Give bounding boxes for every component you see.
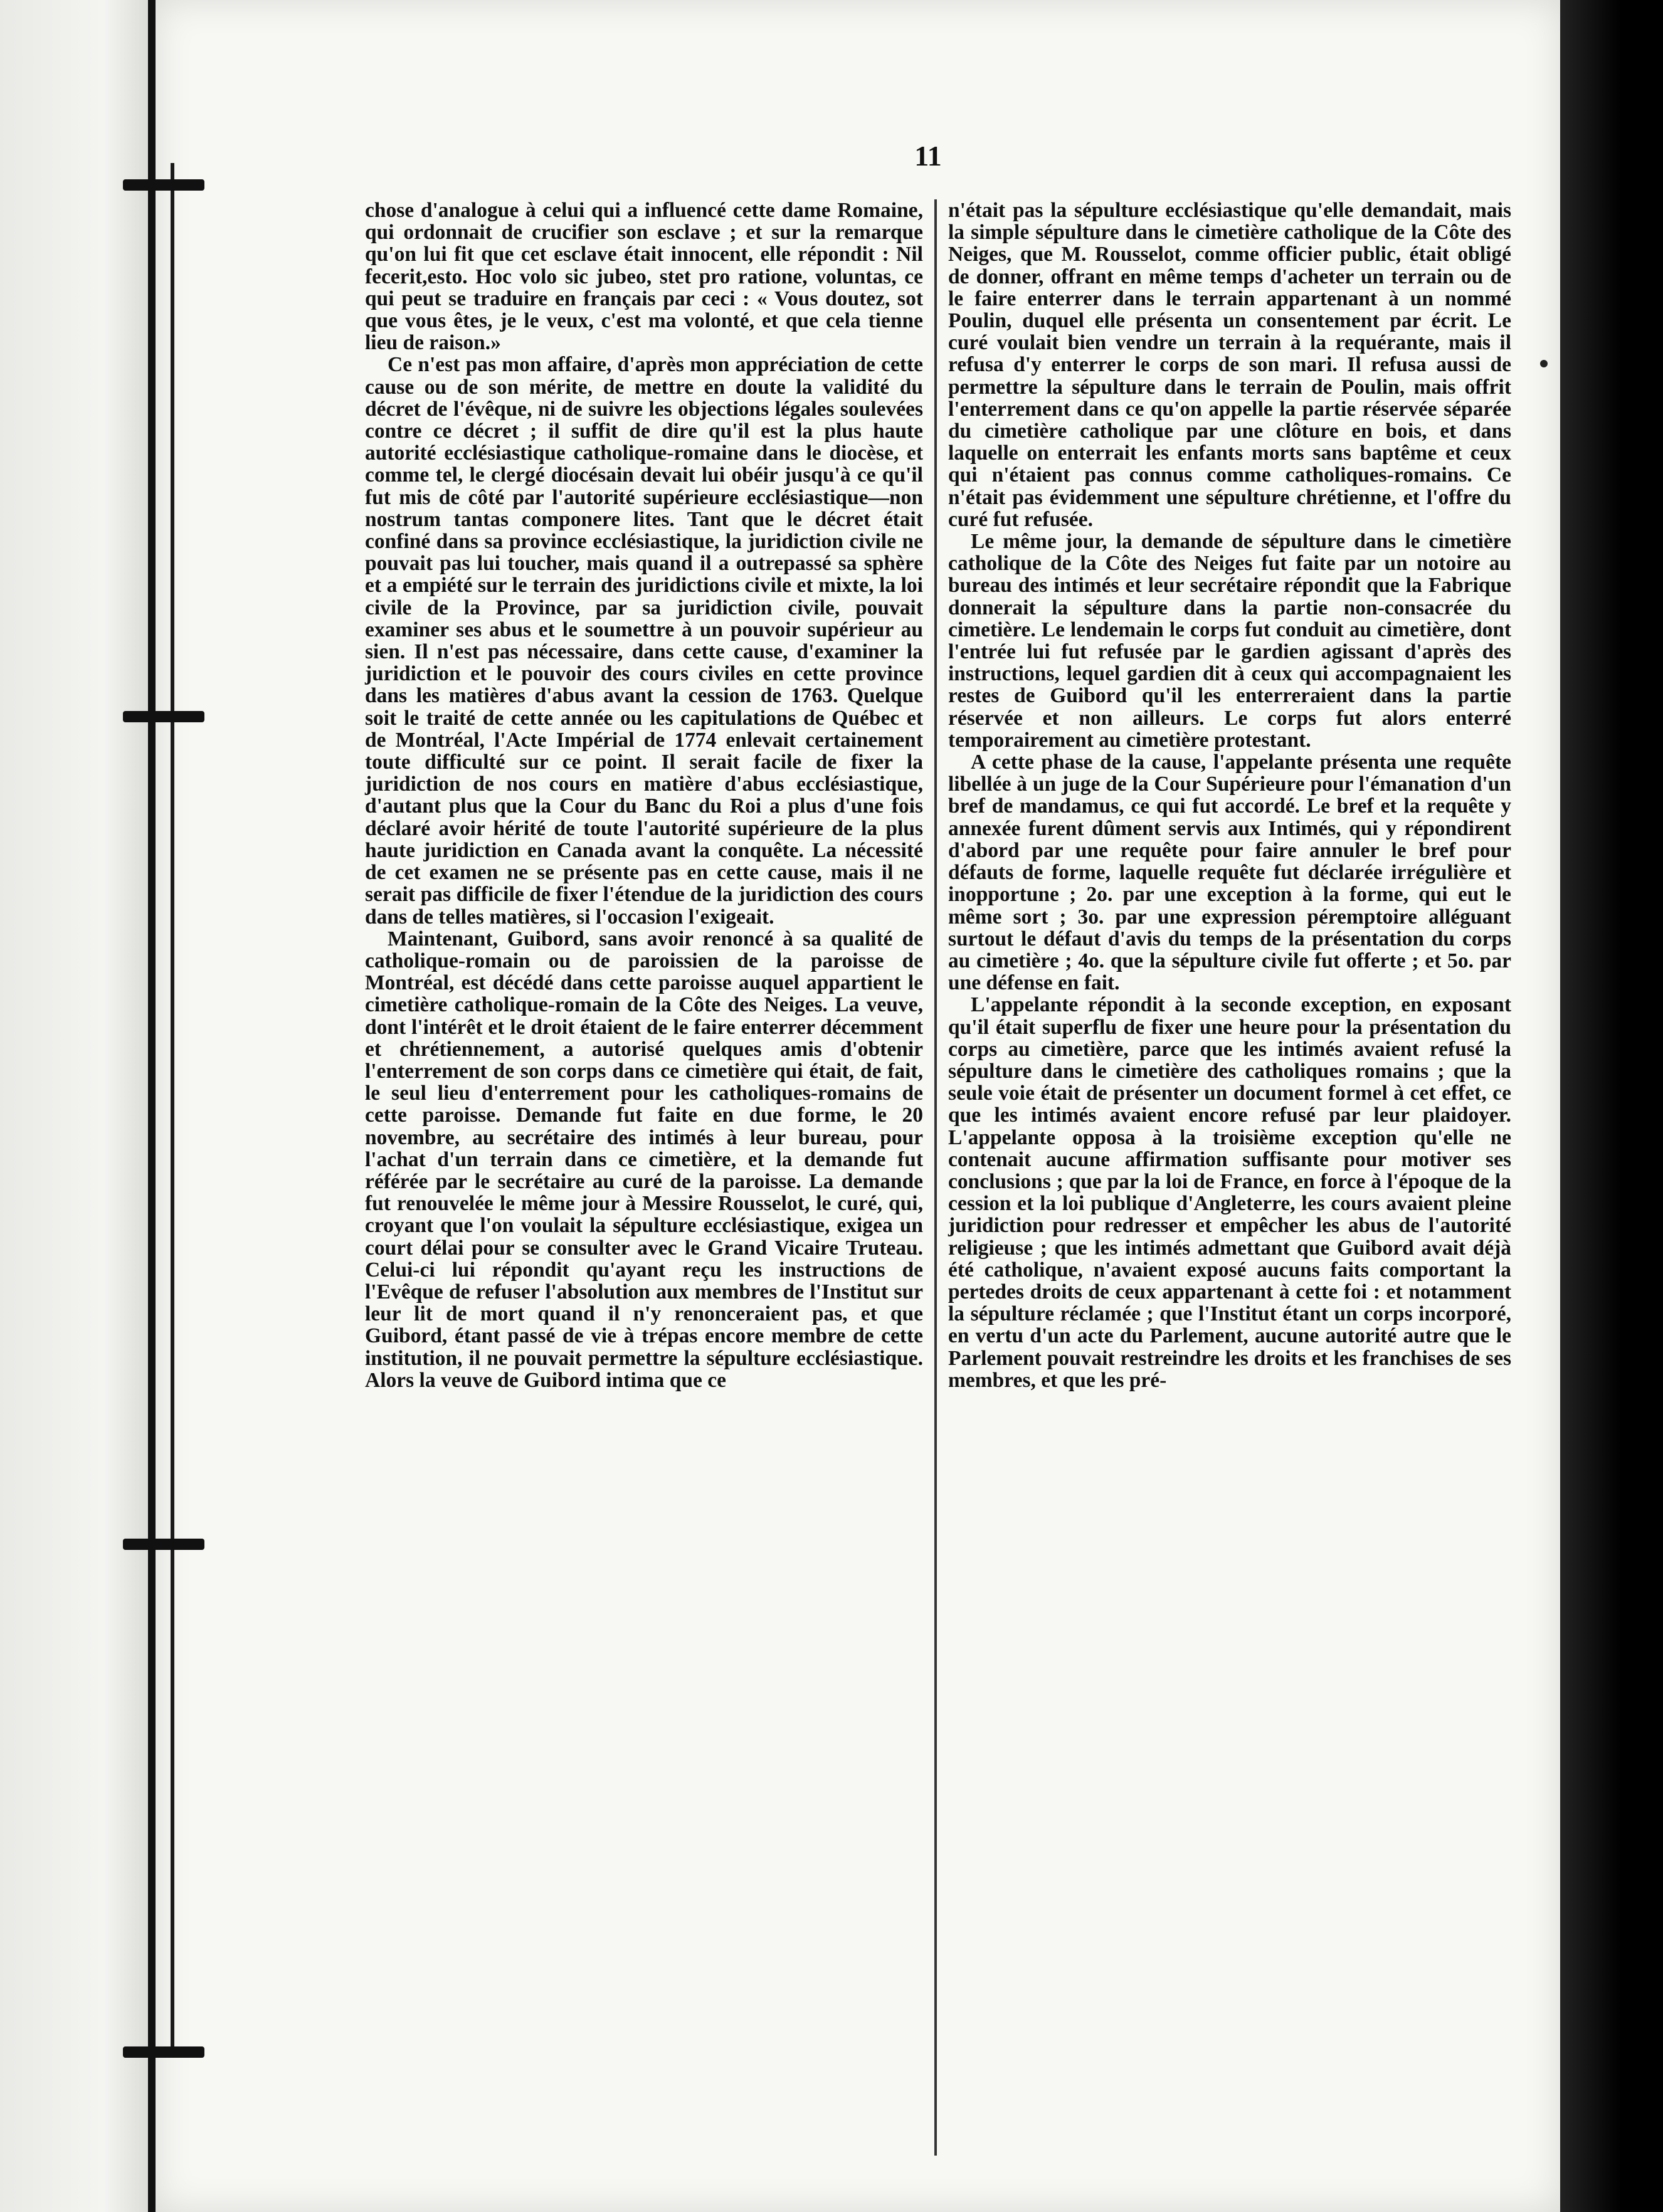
binding-stitch xyxy=(123,1539,204,1550)
binding-stitch xyxy=(123,179,204,191)
binding-thread xyxy=(171,163,174,2057)
paragraph: Maintenant, Guibord, sans avoir renoncé à sa qualité de catholique-romain ou de paroissien de la paroisse de Montréal, est décédé dans cette paroisse auquel appartient le cimetière catholique-romain de la Côte des Neiges. La veuve, dont l'intérêt et le droit étaient de le faire enterrer décemment et chrétiennement, a autorisé quelques amis d'obtenir l'enterrement de son corps dans ce cimetière qui était, de fait, le seul lieu d'enterrement pour les catholiques-romains de cette paroisse. Demande fut faite en due forme, le 20 novembre, au secrétaire des intimés à leur bureau, pour l'achat d'un terrain dans ce cimetière, et la demande fut référée par le secrétaire au curé de la paroisse. La demande fut renouvelée le même jour à Messire Rousselot, le curé, qui, croyant que l'on voulait la sépulture ecclésiastique, exigea un court délai pour se consulter avec le Grand Vicaire Truteau. Celui-ci lui répondit qu'ayant reçu les instructions de l'Evêque de refuser l'absolution aux membres de l'Institut sur leur lit de mort quand il n'y renonceraient pas, et que Guibord, étant passé de vie à trépas encore membre de cette institution, il ne pouvait permettre la sépulture ecclésiastique. Alors la veuve de Guibord intima que ce xyxy=(365,927,923,1392)
binding-stitch xyxy=(123,2046,204,2058)
column-divider xyxy=(934,199,937,2156)
gutter-shadow xyxy=(148,0,156,2212)
binding-stitch xyxy=(123,711,204,722)
paragraph: A cette phase de la cause, l'appelante présenta une requête libellée à un juge de la Cour Supérieure pour l'émanation d'un bref de mandamus, ce qui fut accordé. Le bref et la requête y annexée furent dûment servis aux Intimés, qui y répondirent d'abord par une requête pour faire annuler le bref pour défauts de forme, laquelle requête fut déclarée irrégulière et inopportune ; 2o. par une exception à la forme, qui eut le même sort ; 3o. par une expression péremptoire alléguant surtout le défaut d'avis du temps de la présentation du corps au cimetière ; 4o. que la sépulture civile fut offerte ; et 5o. par une défense en fait. xyxy=(948,750,1511,995)
paragraph: L'appelante répondit à la seconde exception, en exposant qu'il était superflu de fixer une heure pour la présentation du corps au cimetière, parce que les intimés avaient refusé la sépulture dans le cimetière des catholiques romains ; que la seule voie était de présenter un document formel à cet effet, ce que les intimés avaient encore refusé par leur plaidoyer. L'appelante opposa à la troisième exception qu'elle ne contenait aucune affirmation suffisante pour motiver ses conclusions ; que par la loi de France, en force à l'époque de la cession et la loi publique d'Angleterre, les cours avaient pleine juridiction pour redresser et empêcher les abus de l'autorité religieuse ; que les intimés admettant que Guibord avait déjà été catholique, n'avaient exposé aucuns faits comportant la pertedes droits de ceux appartenant à cette foi : et notamment la sépulture réclamée ; que l'Institut étant un corps incorporé, en vertu d'un acte du Parlement, aucune autorité autre que le Parlement pouvait restreindre les droits et les franchises de ses membres, et que les pré- xyxy=(948,993,1511,1392)
ink-speck xyxy=(1540,360,1548,367)
left-text-column xyxy=(365,199,923,1391)
right-text-column xyxy=(948,199,1511,1391)
page-number: 11 xyxy=(914,140,942,172)
paragraph: n'était pas la sépulture ecclésiastique qu'elle demandait, mais la simple sépulture dans le cimetière catholique de la Côte des Neiges, que M. Rousselot, comme officier public, était obligé de donner, offrant en même temps d'acheter un terrain ou de le faire enterrer dans le terrain appartenant à un nommé Poulin, duquel elle présenta un consentement par écrit. Le curé voulait bien vendre un terrain à la requérante, mais il refusa d'y enterrer le corps de son mari. Il refusa aussi de permettre la sépulture dans le terrain de Poulin, mais offrit l'enterrement dans ce qu'on appelle la partie réservée séparée du cimetière catholique par une clôture en bois, et dans laquelle on enterrait les enfants morts sans baptême et ceux qui n'étaient pas connus comme catholiques-romains. Ce n'était pas évidemment une sépulture chrétienne, et l'offre du curé fut refusée. xyxy=(948,199,1511,531)
paragraph: chose d'analogue à celui qui a influencé cette dame Romaine, qui ordonnait de crucifier son esclave ; et sur la remarque qu'on lui fit que cet esclave était innocent, elle répondit : Nil fecerit,esto. Hoc volo sic jubeo, stet pro ratione, voluntas, ce qui peut se traduire en français par ceci : « Vous doutez, sot que vous êtes, je le veux, c'est ma volonté, et que cela tienne lieu de raison.» xyxy=(365,199,923,355)
paragraph: Le même jour, la demande de sépulture dans le cimetière catholique de la Côte des Neiges fut faite par un notoire au bureau des intimés et leur secrétaire répondit que la Fabrique donnerait la sépulture dans la partie non-consacrée du cimetière. Le lendemain le corps fut conduit au cimetière, dont l'entrée lui fut refusée par le gardien agissant d'après des instructions, lequel gardien dit à ceux qui accompagnaient les restes de Guibord qu'il les enterreraient dans la partie réservée et non ailleurs. Le corps fut alors enterré temporairement au cimetière protestant. xyxy=(948,530,1511,752)
right-border xyxy=(1560,0,1663,2212)
facing-page-edge xyxy=(0,0,148,2212)
paragraph: Ce n'est pas mon affaire, d'après mon appréciation de cette cause ou de son mérite, de mettre en doute la validité du décret de l'évêque, ni de suivre les objections légales soulevées contre ce décret ; il suffit de dire qu'il est la plus haute autorité ecclésiastique catholique-romaine dans le diocèse, et comme tel, le clergé diocésain devait lui obéir jusqu'à ce qu'il fut mis de côté par l'autorité supérieure ecclésiastique—non nostrum tantas componere lites. Tant que le décret était confiné dans sa province ecclésiastique, la juridiction civile ne pouvait pas lui toucher, mais quand il a outrepassé sa sphère et a empiété sur le terrain des juridictions civile et mixte, la loi civile de la Province, par sa juridiction civile, pouvait examiner ses abus et le soumettre à un pouvoir supérieur au sien. Il n'est pas nécessaire, dans cette cause, d'examiner la juridiction et le pouvoir des cours civiles en cette province dans les matières d'abus avant la cession de 1763. Quelque soit le traité de cette année ou les capitulations de Québec et de Montréal, l'Acte Impérial de 1774 enlevait certainement toute difficulté sur ce point. Il serait facile de fixer la juridiction de nos cours en matière d'abus ecclésiastique, d'autant plus que la Cour du Banc du Roi a plus d'une fois déclaré avoir hérité de toute l'autorité supérieure de la plus haute juridiction en Canada avant la conquête. La nécessité de cet examen ne se présente pas en cette cause, mais il ne serait pas difficile de fixer l'étendue de la juridiction des cours dans de telles matières, si l'occasion l'exigeait. xyxy=(365,353,923,929)
